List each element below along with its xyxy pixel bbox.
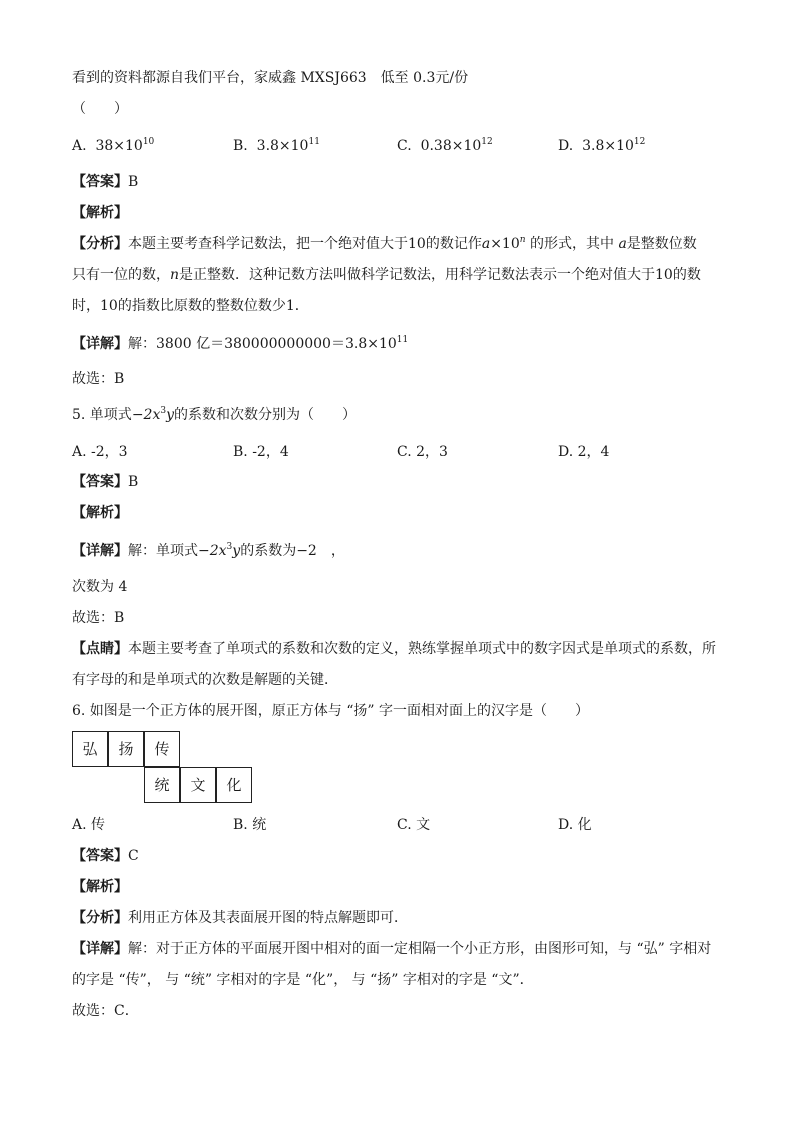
cube-cell: 扬 [108,731,144,767]
q5-dianjing-line-1: 【点睛】本题主要考查了单项式的系数和次数的定义，熟练掌握单项式中的数字因式是单项式的系数，所 [72,641,716,657]
q4-fenxi-line-2: 只有一位的数，n是正整数．这种记数方法叫做科学记数法，用科学记数法表示一个绝对值大于10的数 [72,267,701,283]
q6-option-d: D. 化 [558,817,592,833]
q6-analysis-tag: 【解析】 [72,879,128,895]
q5-option-d: D. 2，4 [558,444,610,460]
q4-fenxi-line-1: 【分析】本题主要考查科学记数法，把一个绝对值大于10的数记作$a\times 10^n$ 的形式，其中 a是整数位数 [72,235,697,252]
q5-detail-line-2: 次数为 4 [72,579,128,595]
q5-stem: 5. 单项式$-2x^3y$的系数和次数分别为（ ） [72,406,357,423]
q6-conclusion: 故选：C． [72,1003,139,1019]
cube-cell: 化 [216,767,252,803]
q6-option-b: B. 统 [233,817,267,833]
q6-detail-line-1: 【详解】解：对于正方体的平面展开图中相对的面一定相隔一个小正方形，由图形可知，与 “弘” 字相对 [72,941,712,957]
q4-answer: 【答案】B [72,174,139,190]
q6-answer: 【答案】C [72,848,139,864]
q6-stem: 6. 如图是一个正方体的展开图，原正方体与 “扬” 字一面相对面上的汉字是（ ） [72,703,590,719]
q4-fenxi-line-3: 时，10的指数比原数的整数位数少1． [72,298,309,314]
q5-option-a: A. -2，3 [72,444,128,460]
q5-dianjing-line-2: 有字母的和是单项式的次数是解题的关键． [72,672,338,688]
header-line: 看到的资料都源自我们平台，家威鑫 MXSJ663 低至 0.3元/份 [72,70,469,86]
cube-cell: 文 [180,767,216,803]
q4-option-b: B. $3.8\times 10^{11}$ [233,137,320,154]
q5-answer: 【答案】B [72,474,139,490]
cube-cell: 传 [144,731,180,767]
q5-detail: 【详解】解：单项式$-2x^3y$的系数为−2 ， [72,542,345,559]
q4-paren: （ ） [72,101,128,117]
q5-analysis-tag: 【解析】 [72,505,128,521]
q5-option-c: C. 2，3 [397,444,448,460]
q4-option-d: D. $3.8\times 10^{12}$ [558,137,646,154]
cube-cell: 统 [144,767,180,803]
q5-conclusion: 故选：B [72,610,125,626]
q4-option-a: A. $38\times 10^{10}$ [72,137,155,154]
q5-option-b: B. -2，4 [233,444,289,460]
q4-detail: 【详解】解：3800 亿$=380000000000=3.8\times 10^{11}$ [72,335,409,352]
q6-fenxi: 【分析】利用正方体及其表面展开图的特点解题即可． [72,910,408,926]
q6-option-a: A. 传 [72,817,106,833]
q6-option-c: C. 文 [397,817,431,833]
q6-detail-line-2: 的字是 “传”， 与 “统” 字相对的字是 “化”， 与 “扬” 字相对的字是 “文”． [72,972,534,988]
q4-option-c: C. $0.38\times 10^{12}$ [397,137,493,154]
q4-conclusion: 故选：B [72,371,125,387]
cube-cell: 弘 [72,731,108,767]
q4-analysis-tag: 【解析】 [72,205,128,221]
